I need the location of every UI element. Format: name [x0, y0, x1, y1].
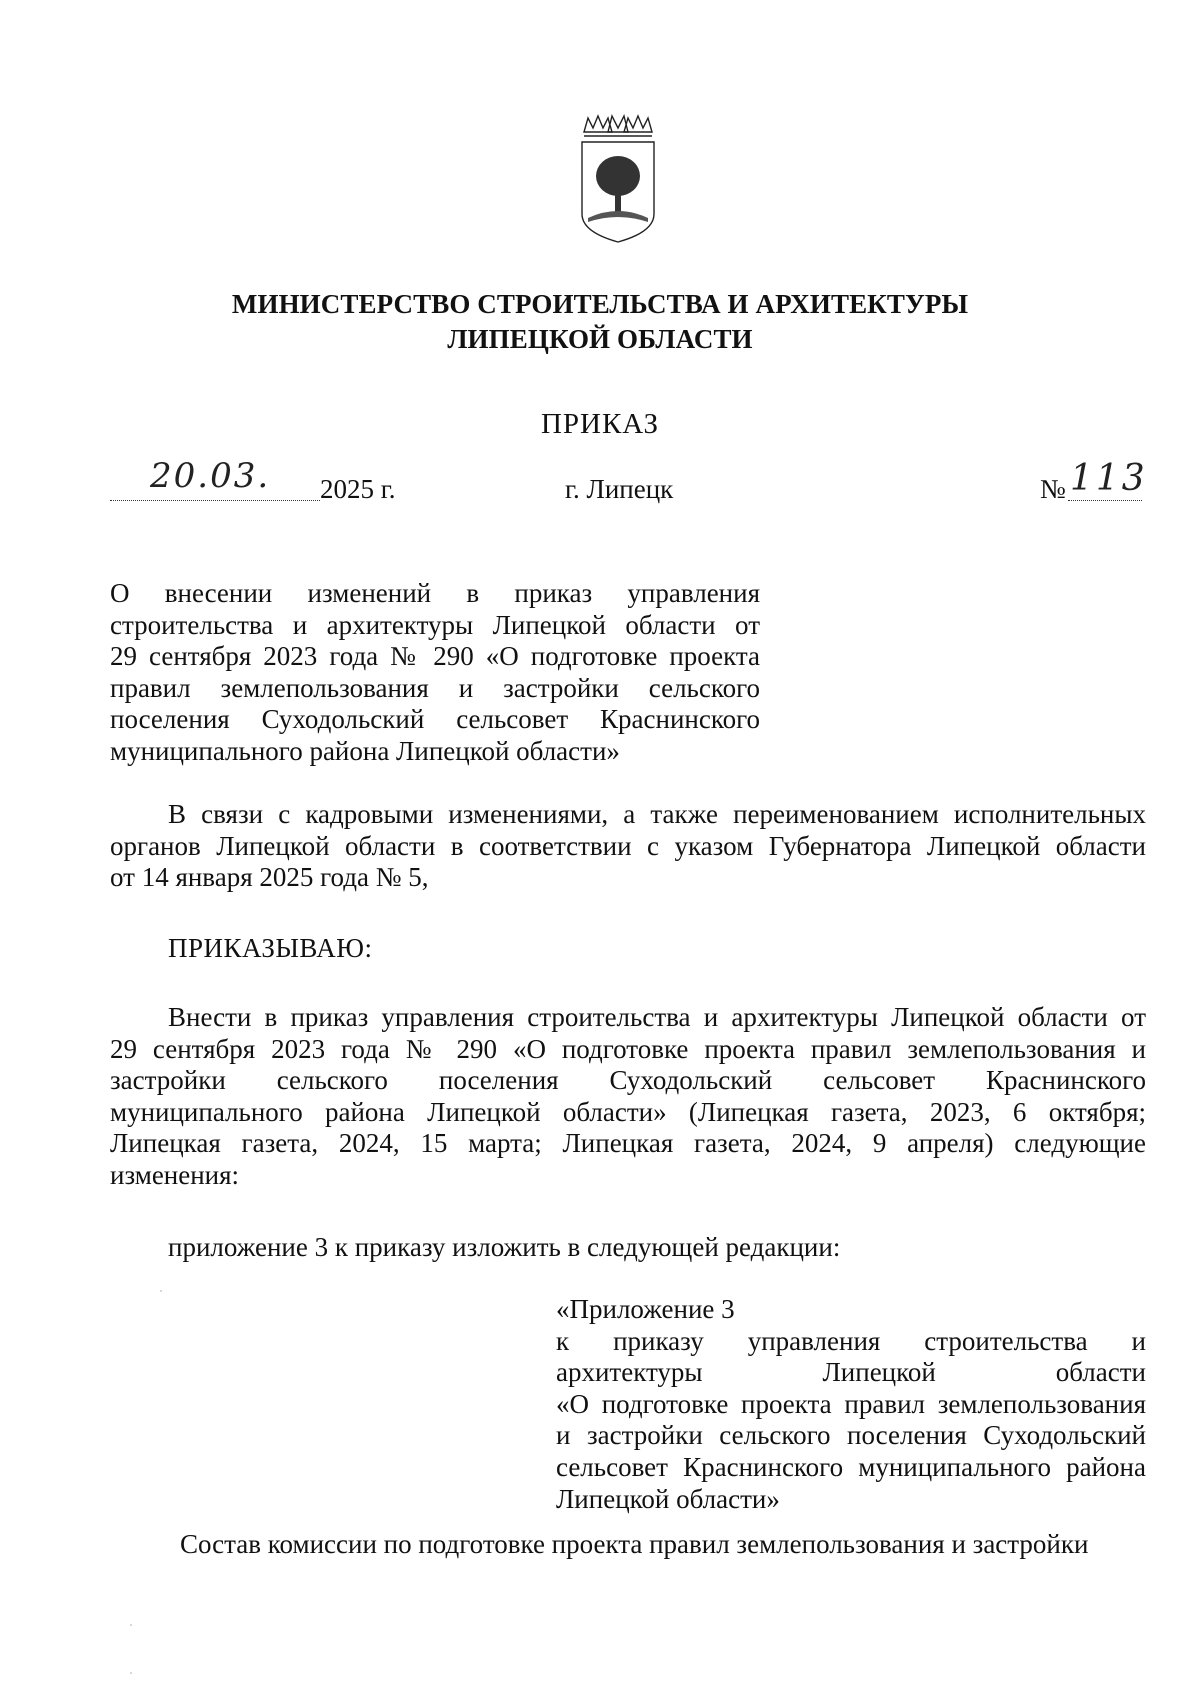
subject-line: строительства и архитектуры Липецкой области от [110, 609, 760, 640]
scan-speck [130, 1624, 132, 1626]
number-sign: № [1040, 474, 1066, 504]
body-line: Внести в приказ управления строительства и архитектуры Липецкой области от [168, 1002, 1146, 1032]
number-underline [1068, 500, 1142, 501]
appendix-heading-block [556, 1294, 1146, 1515]
appendix-line: «О подготовке проекта правил землепользования [556, 1388, 1146, 1419]
ministry-name-line2: ЛИПЕЦКОЙ ОБЛАСТИ [447, 324, 753, 354]
appendix-line: и застройки сельского поселения Суходольский [556, 1420, 1146, 1451]
appendix-line: архитектуры Липецкой области [556, 1357, 1146, 1388]
preamble-line: от 14 января 2025 года № 5, [110, 862, 429, 893]
appendix-line: сельсовет Краснинского муниципального района [556, 1451, 1146, 1482]
body-line: изменения: [110, 1159, 240, 1190]
scan-speck [160, 1290, 162, 1292]
city-label: г. Липецк [565, 474, 674, 504]
document-type-title: ПРИКАЗ [540, 408, 660, 440]
composition-title: Состав комиссии по подготовке проекта правил землепользования и застройки [180, 1529, 1089, 1559]
subject-line: 29 сентября 2023 года № 290 «О подготовке проекта [110, 641, 760, 672]
appendix-line: «Приложение 3 [556, 1294, 735, 1324]
coat-of-arms-emblem [578, 114, 658, 244]
handwritten-date: 20.03. [150, 456, 271, 496]
preamble-paragraph [110, 799, 1146, 894]
ministry-name-line1: МИНИСТЕРСТВО СТРОИТЕЛЬСТВА И АРХИТЕКТУРЫ [231, 289, 969, 319]
order-directive-word: ПРИКАЗЫВАЮ: [168, 933, 373, 963]
body-line: Липецкая газета, 2024, 15 марта; Липецкая газета, 2024, 9 апреля) следующие [110, 1128, 1146, 1159]
body-line: муниципального района Липецкой области» (Липецкая газета, 2023, 6 октября; [110, 1096, 1146, 1127]
preamble-line: органов Липецкой области в соответствии с указом Губернатора Липецкой области [110, 830, 1146, 861]
appendix-line: к приказу управления строительства и [556, 1325, 1146, 1356]
year-label: 2025 г. [320, 474, 396, 504]
body-line: застройки сельского поселения Суходольский сельсовет Краснинского [110, 1065, 1146, 1096]
preamble-line: В связи с кадровыми изменениями, а также переименованием исполнительных [168, 799, 1146, 829]
order-subject [110, 578, 760, 768]
body-paragraph [110, 1002, 1146, 1192]
appendix-line: Липецкой области» [556, 1483, 780, 1514]
body-line: 29 сентября 2023 года № 290 «О подготовке проекта правил землепользования и [110, 1033, 1146, 1064]
subject-line: муниципального района Липецкой области» [110, 735, 620, 766]
subject-line: О внесении изменений в приказ управления [110, 578, 760, 608]
subject-line: поселения Суходольский сельсовет Краснинского [110, 704, 760, 735]
handwritten-number: 113 [1070, 458, 1148, 499]
date-underline [110, 500, 320, 501]
subject-line: правил землепользования и застройки сельского [110, 672, 760, 703]
scan-speck [130, 1672, 132, 1674]
instruction-paragraph: приложение 3 к приказу изложить в следующей редакции: [168, 1232, 841, 1262]
